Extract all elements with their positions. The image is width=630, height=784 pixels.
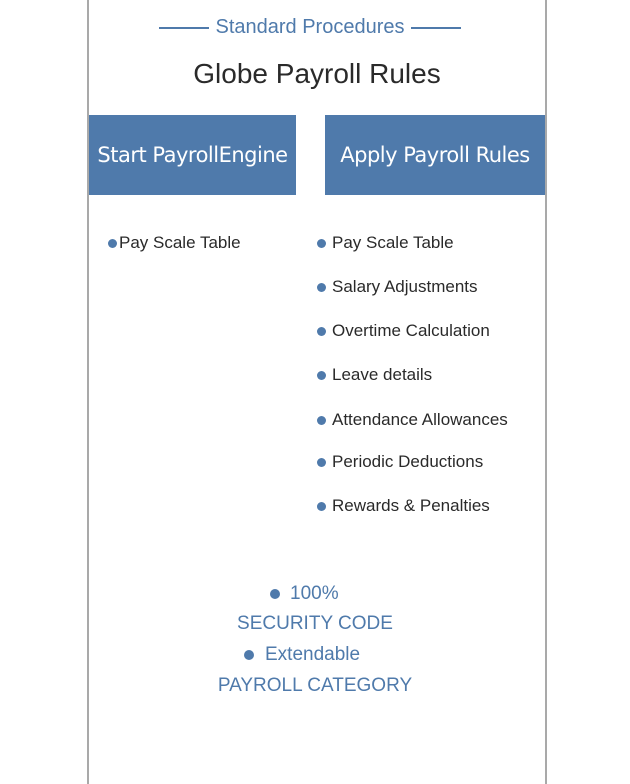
list-item bbox=[317, 410, 508, 430]
subtitle-text: Standard Procedures bbox=[215, 16, 405, 38]
bullet-icon bbox=[317, 458, 326, 467]
bullet-icon bbox=[317, 327, 326, 336]
list-item bbox=[317, 365, 432, 385]
start-payroll-engine-button[interactable]: Start PayrollEngine bbox=[89, 115, 296, 195]
item-label: Pay Scale Table bbox=[332, 233, 454, 252]
subtitle bbox=[150, 16, 470, 39]
item-label: Attendance Allowances bbox=[332, 410, 508, 429]
list-item bbox=[317, 452, 483, 472]
category-value bbox=[244, 644, 360, 666]
value-text: 100% bbox=[290, 583, 339, 604]
value-text: Extendable bbox=[265, 644, 361, 665]
right-border bbox=[545, 0, 547, 784]
list-item bbox=[317, 496, 490, 516]
item-label: Pay Scale Table bbox=[119, 233, 241, 252]
bullet-icon bbox=[317, 283, 326, 292]
item-label: Salary Adjustments bbox=[332, 277, 478, 296]
bullet-icon bbox=[317, 371, 326, 380]
item-label: Periodic Deductions bbox=[332, 452, 484, 471]
item-label: Leave details bbox=[332, 365, 433, 384]
divider bbox=[159, 27, 209, 29]
list-item bbox=[317, 233, 454, 253]
list-item bbox=[317, 321, 490, 341]
bullet-icon bbox=[317, 239, 326, 248]
bullet-icon bbox=[317, 416, 326, 425]
security-label: SECURITY CODE bbox=[237, 613, 393, 634]
list-item bbox=[108, 233, 241, 253]
apply-payroll-rules-button[interactable]: Apply Payroll Rules bbox=[325, 115, 545, 195]
bullet-icon bbox=[317, 502, 326, 511]
category-label: PAYROLL CATEGORY bbox=[217, 675, 413, 696]
page-title: Globe Payroll Rules bbox=[193, 58, 441, 89]
item-label: Rewards & Penalties bbox=[332, 496, 490, 515]
bullet-icon bbox=[108, 239, 117, 248]
item-label: Overtime Calculation bbox=[332, 321, 490, 340]
divider bbox=[411, 27, 461, 29]
security-value bbox=[270, 583, 339, 605]
bullet-icon bbox=[244, 650, 254, 660]
list-item bbox=[317, 277, 478, 297]
bullet-icon bbox=[270, 589, 280, 599]
